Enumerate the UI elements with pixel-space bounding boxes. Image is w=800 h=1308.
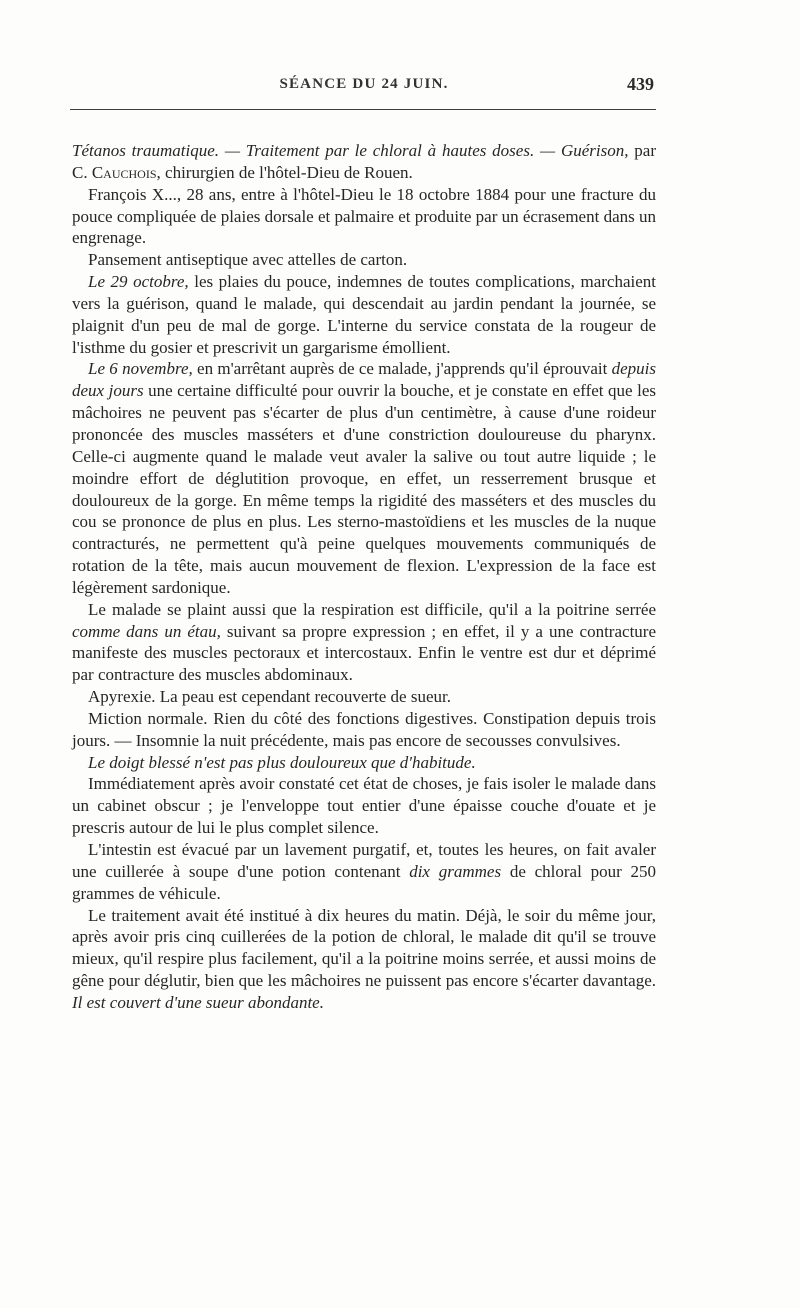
running-head: SÉANCE DU 24 JUIN. — [279, 76, 449, 92]
paragraph-4-text-b: une certaine difficulté pour ouvrir la bouche, et je constate en effet que les mâchoires ne peuvent pas s'écarter de plus d'un centimètre, à cause d'une roideur prononcée des muscles masséters et d'une constriction douloureuse du pharynx. Celle-ci augmente quand le malade veut avaler la salive ou tout autre liquide ; le moindre effort de déglutition provoque, en effet, un resserrement brusque et douloureux de la gorge. En même temps la rigidité des masséters et des muscles du cou se prononce de plus en plus. Les sterno-mastoïdiens et les muscles de la nuque contracturés, ne permettent qu'à peine quelques mouvements communiqués de rotation de la tête, mais aucun mouvement de flexion. L'expression de la face est légèrement sardonique. — [72, 381, 656, 597]
paragraph-11 — [72, 905, 656, 1014]
date-nov-6: Le 6 novembre, — [88, 359, 193, 379]
paragraph-8 — [72, 752, 656, 774]
paragraph-5-text-b: suivant sa propre expression ; en effet, il y a une contracture manifeste des muscles pectoraux et intercostaux. Enfin le ventre est dur et déprimé par contracture des muscles abdominaux. — [72, 621, 656, 685]
paragraph-5-text-a: Le malade se plaint aussi que la respiration est difficile, qu'il a la poitrine serrée — [88, 599, 656, 619]
paragraph-3-text: les plaies du pouce, indemnes de toutes complications, marchaient vers la guérison, quand le malade, qui descendait au jardin pendant la journée, se plaignit d'un peu de mal de gorge. L'interne du service constata de la rougeur de l'isthme du gosier et prescrivit un gargarisme émollient. — [72, 272, 656, 357]
paragraph-4-text-a: en m'arrêtant auprès de ce malade, j'apprends qu'il éprouvait — [192, 359, 612, 379]
paragraph-11-italic: Il est couvert d'une sueur abondante. — [72, 992, 324, 1012]
title-by: par C. — [72, 141, 656, 182]
paragraph-2: Pansement antiseptique avec attelles de carton. — [88, 250, 408, 270]
page-number: 439 — [627, 74, 654, 94]
paragraph-7: Miction normale. Rien du côté des fonctions digestives. Constipation depuis trois jours. — Insomnie la nuit précédente, mais pas encore de secousses convulsives. — [72, 708, 656, 750]
title-affiliation: , chirurgien de l'hôtel-Dieu de Rouen. — [156, 162, 413, 182]
dix-grammes: dix grammes — [409, 861, 502, 881]
paragraph-10-text-a: L'intestin est évacué par un lavement purgatif, et, toutes les heures, on fait avaler une cuillerée à soupe d'une potion contenant — [72, 840, 656, 881]
date-oct-29: Le 29 octobre, — [88, 272, 189, 292]
paragraph-5 — [72, 599, 656, 686]
paragraph-9: Immédiatement après avoir constaté cet état de choses, je fais isoler le malade dans un cabinet obscur ; je l'enveloppe tout entier d'une épaisse couche d'ouate et je prescris autour de lui le plus complet silence. — [72, 774, 656, 838]
paragraph-6: Apyrexie. La peau est cependant recouverte de sueur. — [88, 687, 451, 707]
page-header — [70, 72, 658, 100]
paragraph-8-italic: Le doigt blessé n'est pas plus douloureux que d'habitude. — [88, 752, 476, 772]
title-text: Tétanos traumatique. — Traitement par le chloral à hautes doses. — Guérison, — [72, 141, 629, 160]
paragraph-10 — [72, 839, 656, 905]
depuis-deux-jours: depuis deux jours — [72, 359, 656, 401]
paragraph-1: François X..., 28 ans, entre à l'hôtel-Dieu le 18 octobre 1884 pour une fracture du pouce compliquée de plaies dorsale et palmaire et produite par un écrasement dans un engrenage. — [72, 184, 656, 248]
header-rule — [70, 109, 656, 110]
paragraph-4 — [72, 358, 656, 598]
paragraph-10-text-b: de chloral pour 250 grammes de véhicule. — [72, 861, 656, 903]
comme-dans-un-etau: comme dans un étau, — [72, 621, 221, 641]
title-author: Cauchois — [91, 162, 157, 182]
paragraph-11-text: Le traitement avait été institué à dix heures du matin. Déjà, le soir du même jour, après avoir pris cinq cuillerées de la potion de chloral, le malade dit qu'il se trouve mieux, qu'il respire plus facilement, qu'il a la poitrine moins serrée, et aussi moins de gêne pour déglutir, bien que les mâchoires ne puissent pas encore s'écarter davantage. — [72, 905, 656, 991]
paragraph-3 — [72, 271, 656, 358]
article-body — [72, 140, 656, 1014]
article-title — [72, 140, 656, 184]
